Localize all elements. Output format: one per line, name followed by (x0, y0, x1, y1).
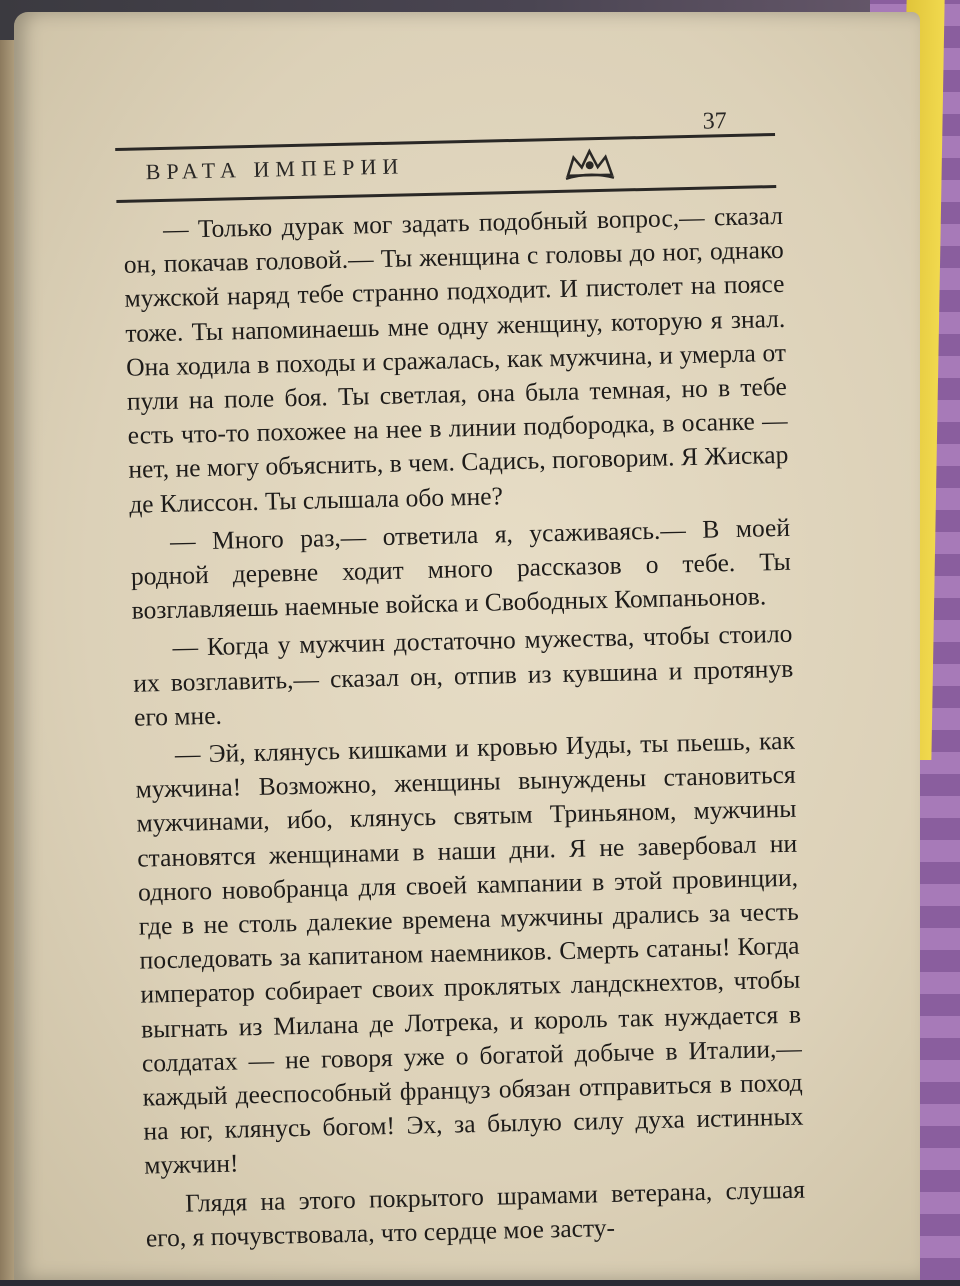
paragraph-1: — Только дурак мог задать подобный вопрос,— сказал он, покачав головой.— Ты женщина с головы до ног, однако мужской наряд тебе странно подходит. И пистолет на поясе тоже. Ты напоминаешь мне одну женщину, которую я знал. Она ходила в походы и сражалась, как мужчина, и умерла от пули на поле боя. Ты светлая, она была темная, но в тебе есть что-то похожее на нее в линии подбородка, в осанке — нет, не могу объяснить, в чем. Садись, поговорим. Я Жискар де Клиссон. Ты слышала обо мне? (123, 200, 789, 519)
page-number: 37 (702, 108, 728, 135)
crown-ornament-icon (563, 145, 616, 182)
page-content (114, 81, 821, 1286)
paragraph-5: Глядя на этого покрытого шрамами ветерана, слушая его, я почувствовала, что сердце мое засту- (145, 1174, 806, 1253)
paragraph-4: — Эй, клянусь кишками и кровью Иуды, ты пьешь, как мужчина! Возможно, женщины вынуждены становиться мужчинами, ибо, клянусь святым Триньяном, мужчины становятся женщинами в наши дни. Я не завербовал ни одного новобранца для своей кампании в этой провинции, где в не столь далекие времена мужчины дрались за честь последовать за капитаном наемников. Смерть сатаны! Когда император собирает своих проклятых ландскнехтов, чтобы выгнать из Милана де Лотрека, и король так нуждается в солдатах — не говоря уже о богатой добыче в Италии,— каждый дееспособный француз обязан отправиться в поход на юг, клянусь богом! Эх, за былую силу духа истинных мужчин! (135, 725, 804, 1181)
running-title: ВРАТА ИМПЕРИИ (145, 153, 405, 185)
paragraph-3: — Когда у мужчин достаточно мужества, чтобы стоило их возглавить,— сказал он, отпив из кувшина и протянув его мне. (132, 619, 794, 732)
paragraph-2: — Много раз,— ответила я, усаживаясь.— В моей родной деревне ходит много рассказов о тебе. Ты возглавляешь наемные войска и Свободных Компаньонов. (130, 512, 792, 625)
book-page (14, 12, 920, 1280)
body-text (123, 199, 806, 1256)
header-rule-top (115, 133, 775, 151)
